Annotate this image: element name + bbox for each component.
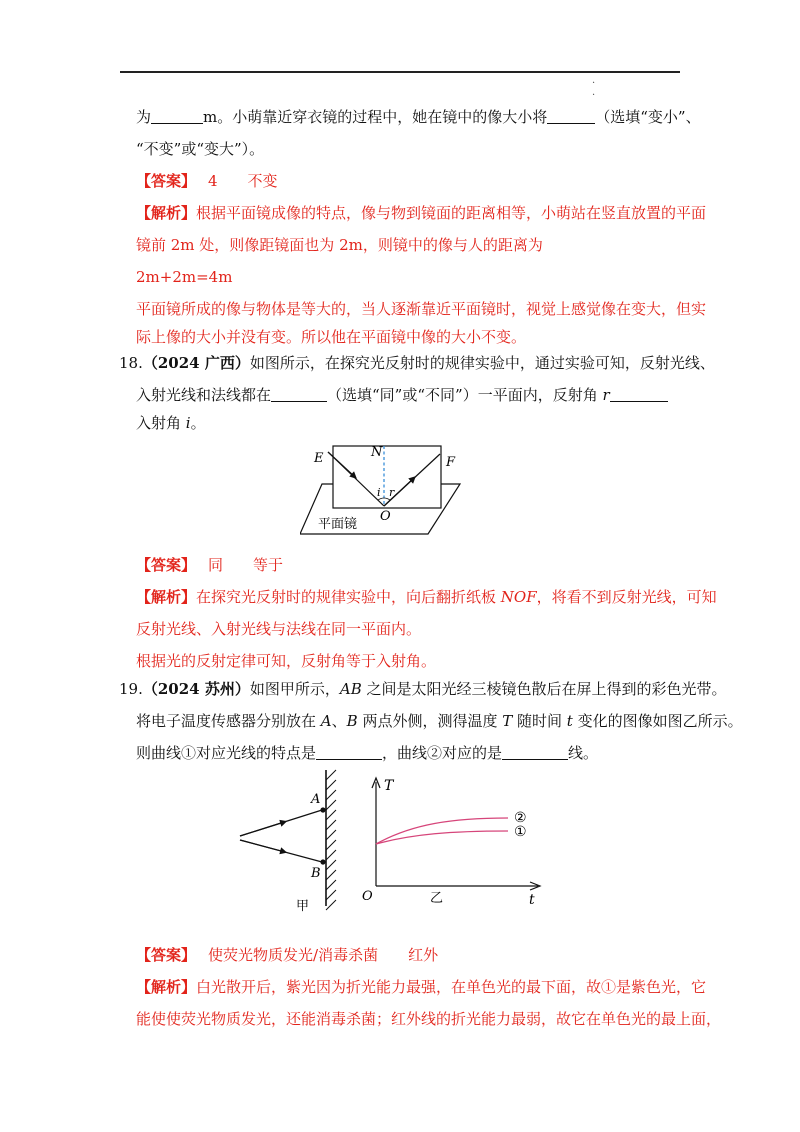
q19-analysis-1 xyxy=(136,976,706,998)
label-yi: 乙 xyxy=(430,891,444,906)
q17-text: （选填“变小”、 xyxy=(595,108,701,126)
analysis-tag: 【解析】 xyxy=(136,588,197,606)
answer-text: 同 等于 xyxy=(208,556,284,574)
q17-line1 xyxy=(136,106,701,128)
q18-text: （选填“同”或“不同”）一平面内，反射角 xyxy=(327,386,603,404)
label-F: F xyxy=(446,455,456,470)
q17-blank-1 xyxy=(151,108,203,124)
var-NOF: NOF xyxy=(500,588,537,606)
q18-text: 入射角 xyxy=(136,414,186,432)
origin-label: O xyxy=(362,889,373,904)
answer-text: 4 不变 xyxy=(208,172,278,190)
ray-to-A-head xyxy=(240,822,286,837)
curve-1 xyxy=(376,831,508,844)
q18-line3 xyxy=(136,412,206,434)
mirror-label: 平面镜 xyxy=(318,517,358,532)
q18-line1 xyxy=(119,352,715,374)
q18-blank-2 xyxy=(610,386,668,402)
q17-line2: “不变”或“变大”）。 xyxy=(136,140,265,158)
label-jia: 甲 xyxy=(296,899,310,914)
var-T: T xyxy=(502,712,513,730)
q18-analysis-3: 根据光的反射定律可知，反射角等于入射角。 xyxy=(136,652,437,670)
q17-answer xyxy=(136,170,278,192)
analysis-tag: 【解析】 xyxy=(136,978,197,996)
q17-analysis-2: 镜前 2m 处，则像距镜面也为 2m，则镜中的像与人的距离为 xyxy=(136,236,543,254)
q19-text: 线。 xyxy=(568,744,599,762)
q19-analysis-2: 能使使荧光物质发光，还能消毒杀菌；红外线的折光能力最弱，故它在单色光的最上面， xyxy=(136,1010,722,1028)
answer-tag: 【答案】 xyxy=(136,556,197,574)
var-B: B xyxy=(346,712,358,730)
q19-text: 则曲线①对应光线的特点是 xyxy=(136,744,317,762)
var-A: A xyxy=(320,712,332,730)
q19-line2 xyxy=(136,710,743,732)
q18-answer xyxy=(136,554,283,576)
q19-text: 如图甲所示， xyxy=(249,680,340,698)
analysis-text: ，将看不到反射光线，可知 xyxy=(536,588,717,606)
q18-text: 。 xyxy=(190,414,206,432)
analysis-text: 白光散开后，紫光因为折光能力最强，在单色光的最下面，故①是紫色光，它 xyxy=(196,978,707,996)
label-O: O xyxy=(380,509,391,524)
answer-text: 使荧光物质发光/消毒杀菌 红外 xyxy=(208,946,439,964)
temperature-graph xyxy=(362,774,552,914)
reflection-figure xyxy=(300,440,470,540)
q19-text: 将电子温度传感器分别放在 xyxy=(136,712,321,730)
label-E: E xyxy=(314,451,324,466)
screen-hatching xyxy=(326,770,336,910)
var-r: r xyxy=(602,386,610,404)
answer-tag: 【答案】 xyxy=(136,172,197,190)
header-dots: · · xyxy=(592,78,596,101)
q17-text: 为 xyxy=(136,108,152,126)
label-r: r xyxy=(389,486,395,499)
q18-analysis-2: 反射光线、入射光线与法线在同一平面内。 xyxy=(136,620,422,638)
q19-text: ，曲线②对应的是 xyxy=(382,744,503,762)
q17-analysis-4: 平面镜所成的像与物体是等大的，当人逐渐靠近平面镜时，视觉上感觉像在变大，但实 xyxy=(136,300,707,318)
header-rule xyxy=(120,71,680,73)
point-B xyxy=(320,859,325,864)
point-A xyxy=(320,807,325,812)
q18-line2 xyxy=(136,384,668,406)
q19-blank-2 xyxy=(502,744,568,760)
question-source: （2024 广西） xyxy=(142,354,250,372)
var-t: t xyxy=(566,712,573,730)
label-B: B xyxy=(311,866,321,881)
question-number: 18. xyxy=(119,354,143,372)
q19-line3 xyxy=(136,742,598,764)
q19-blank-1 xyxy=(316,744,382,760)
q19-line1 xyxy=(119,678,727,700)
q19-text: 、 xyxy=(331,712,347,730)
analysis-tag: 【解析】 xyxy=(136,204,197,222)
q18-text: 入射光线和法线都在 xyxy=(136,386,272,404)
axis-label-t: t xyxy=(529,892,535,908)
answer-tag: 【答案】 xyxy=(136,946,197,964)
analysis-text: 在探究光反射时的规律实验中，向后翻折纸板 xyxy=(196,588,501,606)
analysis-text: 根据平面镜成像的特点，像与物到镜面的距离相等，小萌站在竖直放置的平面 xyxy=(196,204,707,222)
prism-screen-figure xyxy=(232,766,362,916)
q19-text: 变化的图像如图乙所示。 xyxy=(572,712,743,730)
q17-analysis-1 xyxy=(136,202,706,224)
curve-2-label: ② xyxy=(514,810,527,826)
curve-1-label: ① xyxy=(514,824,527,840)
q19-text: 之间是太阳光经三棱镜色散后在屏上得到的彩色光带。 xyxy=(361,680,727,698)
q17-analysis-5: 际上像的大小并没有变。所以他在平面镜中像的大小不变。 xyxy=(136,328,527,346)
ray-to-B-head xyxy=(240,840,286,852)
q19-text: 随时间 xyxy=(512,712,567,730)
var-i: i xyxy=(185,414,191,432)
q17-text: m。小萌靠近穿衣镜的过程中，她在镜中的像大小将 xyxy=(203,108,548,126)
question-number: 19. xyxy=(119,680,143,698)
q19-answer xyxy=(136,944,438,966)
q17-analysis-3: 2m+2m=4m xyxy=(136,268,233,286)
var-AB: AB xyxy=(339,680,362,698)
q19-text: 两点外侧，测得温度 xyxy=(357,712,503,730)
label-i: i xyxy=(377,486,381,499)
question-source: （2024 苏州） xyxy=(142,680,250,698)
label-A: A xyxy=(311,792,321,807)
label-N: N xyxy=(371,445,383,460)
q17-blank-2 xyxy=(547,108,595,124)
q18-analysis-1 xyxy=(136,586,717,608)
axis-label-T: T xyxy=(384,778,394,794)
q18-text: 如图所示，在探究光反射时的规律实验中，通过实验可知，反射光线、 xyxy=(249,354,715,372)
q18-blank-1 xyxy=(271,386,327,402)
